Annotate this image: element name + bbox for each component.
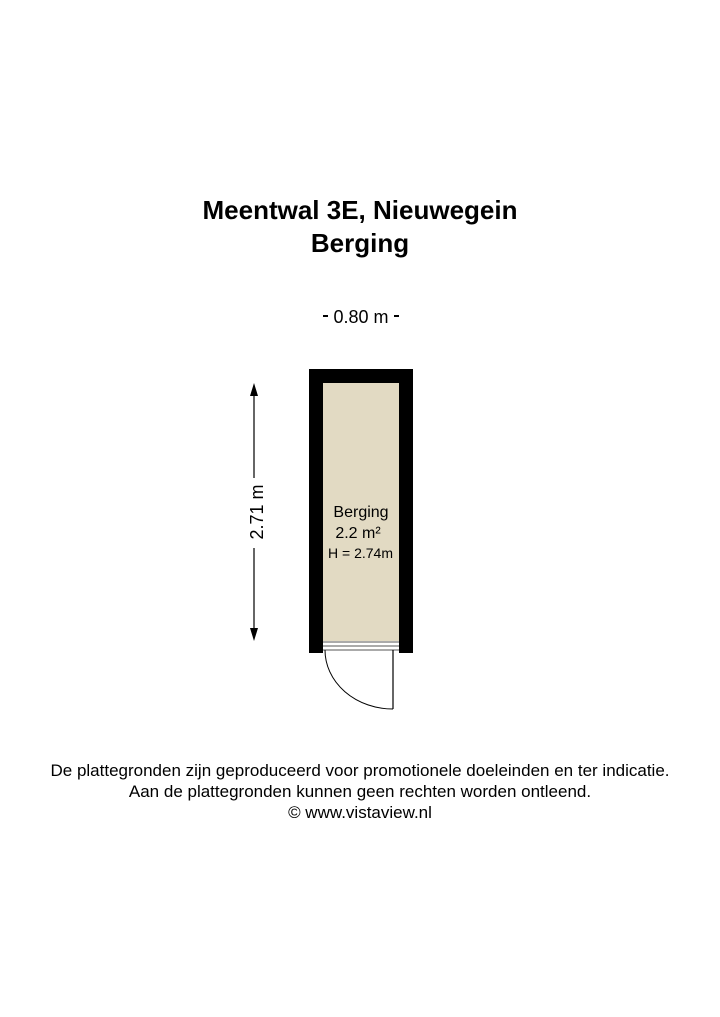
disclaimer-line-2: Aan de plattegronden kunnen geen rechten worden ontleend. <box>128 782 592 801</box>
disclaimer-line-1: De plattegronden zijn geproduceerd voor promotionele doeleinden en ter indicatie. <box>50 761 670 780</box>
door <box>325 650 393 709</box>
door-opening <box>323 641 399 654</box>
length-label: 2.71 m <box>247 484 267 540</box>
length-dimension <box>247 383 267 641</box>
address-title: Meentwal 3E, Nieuwegein <box>202 195 518 225</box>
floor-title: Berging <box>310 228 410 258</box>
room-height: H = 2.74m <box>328 545 393 561</box>
width-label: 0.80 m <box>333 307 389 327</box>
arrow-down-icon <box>250 628 258 641</box>
width-dimension <box>323 307 399 327</box>
arrow-up-icon <box>250 383 258 396</box>
room-name: Berging <box>333 504 389 521</box>
room-area: 2.2 m² <box>335 525 381 542</box>
copyright-link[interactable]: © www.vistaview.nl <box>288 803 432 822</box>
